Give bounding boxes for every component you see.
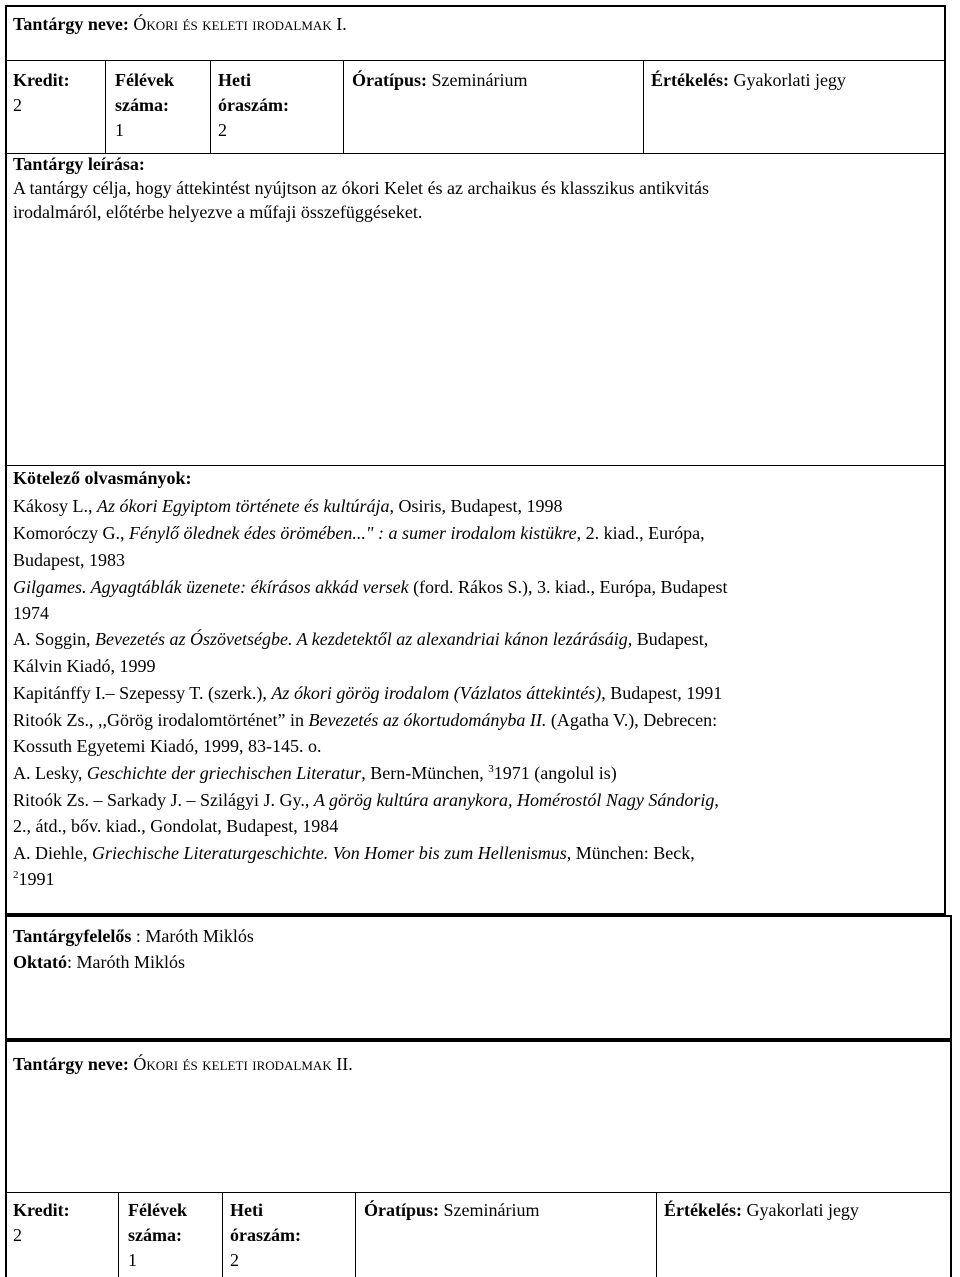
description-line-1: A tantárgy célja, hogy áttekintést nyújtson az ókori Kelet és az archaikus és klasszikus antikvitás <box>13 178 709 198</box>
hours-value: 2 <box>230 1250 239 1270</box>
semester-label-1: Félévek <box>115 70 174 90</box>
description-divider <box>5 465 946 466</box>
reading-item-continued: Kossuth Egyetemi Kiadó, 1999, 83-145. o. <box>13 736 322 756</box>
reading-text: , Budapest, 1991 <box>601 683 723 703</box>
reading-text: , 2. kiad., Európa, <box>576 523 705 543</box>
reading-item-continued: 1974 <box>13 603 49 623</box>
reading-item-continued: 2., átd., bőv. kiad., Gondolat, Budapest, 1984 <box>13 816 339 836</box>
reading-item <box>13 762 617 784</box>
course1-title-divider <box>5 60 946 61</box>
teacher-field <box>13 951 185 973</box>
reading-text: (Agatha V.), Debrecen: <box>546 710 718 730</box>
hours-label-1: Heti <box>230 1200 263 1220</box>
reading-item-continued: Kálvin Kiadó, 1999 <box>13 656 156 676</box>
reading-item <box>13 576 728 598</box>
edition-superscript: 3 <box>488 763 494 775</box>
type-label: Óratípus: <box>352 70 428 90</box>
description-line-2: irodalmáról, előtérbe helyezve a műfaji összefüggéseket. <box>13 202 423 222</box>
reading-title: Bevezetés az Ószövetségbe. A kezdetektől az alexandriai kánon lezárásáig, <box>95 629 633 649</box>
reading-title: Bevezetés az ókortudományba II. <box>308 710 547 730</box>
teacher-value: Maróth Miklós <box>76 952 186 972</box>
reading-title: Geschichte der griechischen Literatur <box>86 763 362 783</box>
semester-label-2: száma: <box>128 1225 182 1245</box>
credit-value: 2 <box>13 95 22 115</box>
hours-label-1: Heti <box>218 70 251 90</box>
reading-title: Fénylő ölednek édes örömében..." : a sumer irodalom kistükre <box>128 523 577 543</box>
eval-field <box>651 69 846 91</box>
type-label: Óratípus: <box>364 1200 440 1220</box>
semester-label-2: száma: <box>115 95 169 115</box>
reading-text: , Osiris, Budapest, 1998 <box>389 496 563 516</box>
reading-text: 1991 <box>18 869 55 889</box>
reading-text: A. Diehle, <box>13 843 92 863</box>
semester-value: 1 <box>128 1250 137 1270</box>
reading-text: Komoróczy G. <box>13 523 120 543</box>
course2-title <box>13 1053 353 1075</box>
reading-title: Gilgames. Agyagtáblák üzenete: ékírásos akkád versek <box>13 577 409 597</box>
hours-divider-2 <box>355 1192 356 1277</box>
reading-title: A görög kultúra aranykora, Homérostól Nagy Sándorig <box>313 790 715 810</box>
type-divider-2 <box>656 1192 657 1277</box>
credit-label: Kredit: <box>13 70 70 90</box>
reading-item <box>13 682 722 704</box>
eval-value: Gyakorlati jegy <box>746 1200 859 1220</box>
reading-title: Az ókori Egyiptom története és kultúrája <box>97 496 390 516</box>
semester-value: 1 <box>115 120 124 140</box>
hours-value: 2 <box>218 120 227 140</box>
reading-text: , <box>119 523 129 543</box>
semester-divider <box>210 60 211 153</box>
teacher-label: Oktató <box>13 952 67 972</box>
responsible-value: Maróth Miklós <box>145 926 254 946</box>
responsible-label: Tantárgyfelelős <box>13 926 132 946</box>
eval-field <box>664 1199 859 1221</box>
reading-item <box>13 495 562 517</box>
reading-text: Ritoók Zs., ,,Görög irodalomtörténet” in <box>13 710 309 730</box>
credit-label: Kredit: <box>13 1200 70 1220</box>
semester-label-1: Félévek <box>128 1200 187 1220</box>
responsible-field <box>13 925 254 947</box>
readings-label: Kötelező olvasmányok: <box>13 468 192 488</box>
course2-title-divider <box>5 1192 952 1193</box>
description-label: Tantárgy leírása: <box>13 154 145 174</box>
reading-text: (ford. Rákos S.), 3. kiad., Európa, Budapest <box>408 577 728 597</box>
reading-text: A. Lesky, <box>13 763 87 783</box>
reading-title: Az ókori görög irodalom (Vázlatos áttekintés) <box>271 683 602 703</box>
reading-item <box>13 789 719 811</box>
eval-label: Értékelés: <box>651 70 729 90</box>
reading-text: , Bern-München, <box>361 763 489 783</box>
hours-divider <box>343 60 344 153</box>
hours-label-2: óraszám: <box>230 1225 301 1245</box>
reading-text: 1971 (angolul is) <box>493 763 617 783</box>
course1-title <box>13 13 347 35</box>
reading-item-continued: Budapest, 1983 <box>13 550 125 570</box>
reading-text: , München: Beck, <box>566 843 695 863</box>
reading-text: Kapitánffy I.– Szepessy T. (szerk.), <box>13 683 272 703</box>
course2-name-value: Ókori és keleti irodalmak II. <box>133 1054 353 1074</box>
eval-value: Gyakorlati jegy <box>733 70 846 90</box>
credit-divider-2 <box>118 1192 119 1277</box>
reading-text: Kákosy L. <box>13 496 88 516</box>
meta-divider <box>5 153 946 154</box>
credit-divider <box>105 60 106 153</box>
type-value: Szeminárium <box>443 1200 540 1220</box>
course2-name-label: Tantárgy neve: <box>13 1054 129 1074</box>
reading-item-continued <box>13 868 55 890</box>
separator: : <box>67 952 77 972</box>
separator: : <box>131 926 146 946</box>
reading-item <box>13 628 708 650</box>
course1-name-value: Ókori és keleti irodalmak I. <box>133 14 347 34</box>
course1-name-label: Tantárgy neve: <box>13 14 129 34</box>
reading-item <box>13 709 717 731</box>
semester-divider-2 <box>222 1192 223 1277</box>
credit-value: 2 <box>13 1225 22 1245</box>
type-value: Szeminárium <box>431 70 528 90</box>
reading-text: Ritoók Zs. – Sarkady J. – Szilágyi J. Gy., <box>13 790 314 810</box>
reading-text: , <box>714 790 719 810</box>
hours-label-2: óraszám: <box>218 95 289 115</box>
type-field <box>352 69 528 91</box>
edition-superscript: 2 <box>13 869 19 881</box>
reading-text: Budapest, <box>632 629 709 649</box>
reading-text: A. Soggin, <box>13 629 96 649</box>
reading-item <box>13 842 695 864</box>
reading-item <box>13 522 705 544</box>
type-divider <box>643 60 644 153</box>
type-field <box>364 1199 540 1221</box>
reading-title: Griechische Literaturgeschichte. Von Homer bis zum Hellenismus <box>91 843 567 863</box>
eval-label: Értékelés: <box>664 1200 742 1220</box>
reading-text: , <box>88 496 97 516</box>
